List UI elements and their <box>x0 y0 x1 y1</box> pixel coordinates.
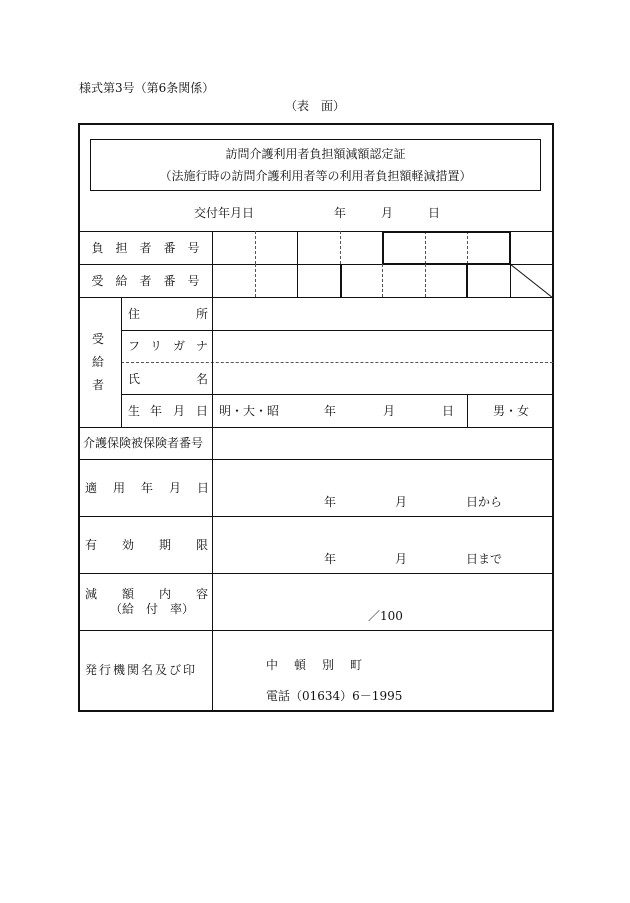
address-label: 住 <box>128 307 141 321</box>
apply-date-label: 年 <box>141 481 154 495</box>
digit-separator <box>255 264 256 297</box>
birthdate-label: 日 <box>196 404 209 418</box>
insured-number-label: 介護保険被保険者番号 <box>83 436 204 450</box>
recipient-group-char: 者 <box>92 378 105 392</box>
recipient-number-label: 受 給 者 番 号 <box>91 274 200 288</box>
valid-period-label: 効 <box>122 538 135 552</box>
burden-number-bold-box <box>382 231 511 265</box>
recipient-number-bold-box <box>340 264 468 298</box>
certificate-subtitle: （法施行時の訪問介護利用者等の利用者負担額軽減措置） <box>159 169 472 183</box>
issuer-label: 発行機関名及び印 <box>85 663 198 677</box>
reduction-label: 内 <box>159 587 172 601</box>
issuer-phone: 電話（01634）6－1995 <box>266 689 403 703</box>
rule <box>121 330 553 331</box>
rule <box>79 516 553 517</box>
birth-year-label: 年 <box>324 404 337 418</box>
apply-month-label: 月 <box>395 495 408 509</box>
dashed-rule <box>121 362 553 363</box>
valid-month-label: 月 <box>395 552 408 566</box>
reduction-label: 容 <box>196 587 209 601</box>
side-indicator: （表 面） <box>285 99 346 113</box>
valid-period-label: 期 <box>159 538 172 552</box>
birthdate-label: 年 <box>150 404 163 418</box>
valid-year-label: 年 <box>324 552 337 566</box>
burden-number-label: 負 担 者 番 号 <box>91 241 200 255</box>
reduction-label: 額 <box>122 587 135 601</box>
issuer-name: 中 頓 別 町 <box>266 658 365 672</box>
birth-day-label: 日 <box>442 404 455 418</box>
furigana-label: リ <box>150 339 163 353</box>
sex-options: 男・女 <box>493 404 530 418</box>
certificate-title: 訪問介護利用者負担額減額認定証 <box>225 147 406 161</box>
rule <box>79 427 553 428</box>
benefit-rate-label: （給 付 率） <box>110 602 195 616</box>
label-column-divider <box>212 231 213 711</box>
furigana-label: ナ <box>196 339 209 353</box>
furigana-label: ガ <box>173 339 186 353</box>
recipient-group-divider <box>121 297 122 427</box>
reduction-label: 減 <box>85 587 98 601</box>
valid-period-label: 有 <box>85 538 98 552</box>
birthdate-label: 生 <box>128 404 141 418</box>
era-options: 明・大・昭 <box>219 404 280 418</box>
rule <box>121 394 553 395</box>
digit-separator <box>382 264 383 297</box>
benefit-rate-value: ／100 <box>368 609 403 623</box>
name-label: 氏 <box>128 372 141 386</box>
rule <box>79 459 553 460</box>
birth-month-label: 月 <box>383 404 396 418</box>
rule <box>79 297 553 298</box>
rule <box>79 630 553 631</box>
issue-month-label: 月 <box>381 206 394 220</box>
apply-day-label: 日から <box>466 495 503 509</box>
valid-day-label: 日まで <box>466 552 503 566</box>
apply-date-label: 月 <box>169 481 182 495</box>
digit-separator <box>340 231 341 264</box>
digit-separator <box>297 264 298 297</box>
name-label: 名 <box>196 372 209 386</box>
void-cell-diagonal <box>510 264 553 298</box>
apply-year-label: 年 <box>324 495 337 509</box>
birthdate-label: 月 <box>173 404 186 418</box>
rule <box>79 573 553 574</box>
recipient-group-char: 給 <box>92 355 105 369</box>
form-reference: 様式第3号（第6条関係） <box>79 81 215 95</box>
issue-date-label: 交付年月日 <box>194 206 255 220</box>
recipient-group-char: 受 <box>92 332 105 346</box>
issue-year-label: 年 <box>334 206 347 220</box>
issue-day-label: 日 <box>428 206 441 220</box>
birth-sex-divider <box>467 394 468 427</box>
digit-separator <box>425 264 426 297</box>
apply-date-label: 用 <box>113 481 126 495</box>
apply-date-label: 適 <box>85 481 98 495</box>
furigana-label: フ <box>128 339 141 353</box>
address-label: 所 <box>196 307 209 321</box>
apply-date-label: 日 <box>197 481 210 495</box>
digit-separator <box>297 231 298 264</box>
valid-period-label: 限 <box>196 538 209 552</box>
digit-separator <box>255 231 256 264</box>
